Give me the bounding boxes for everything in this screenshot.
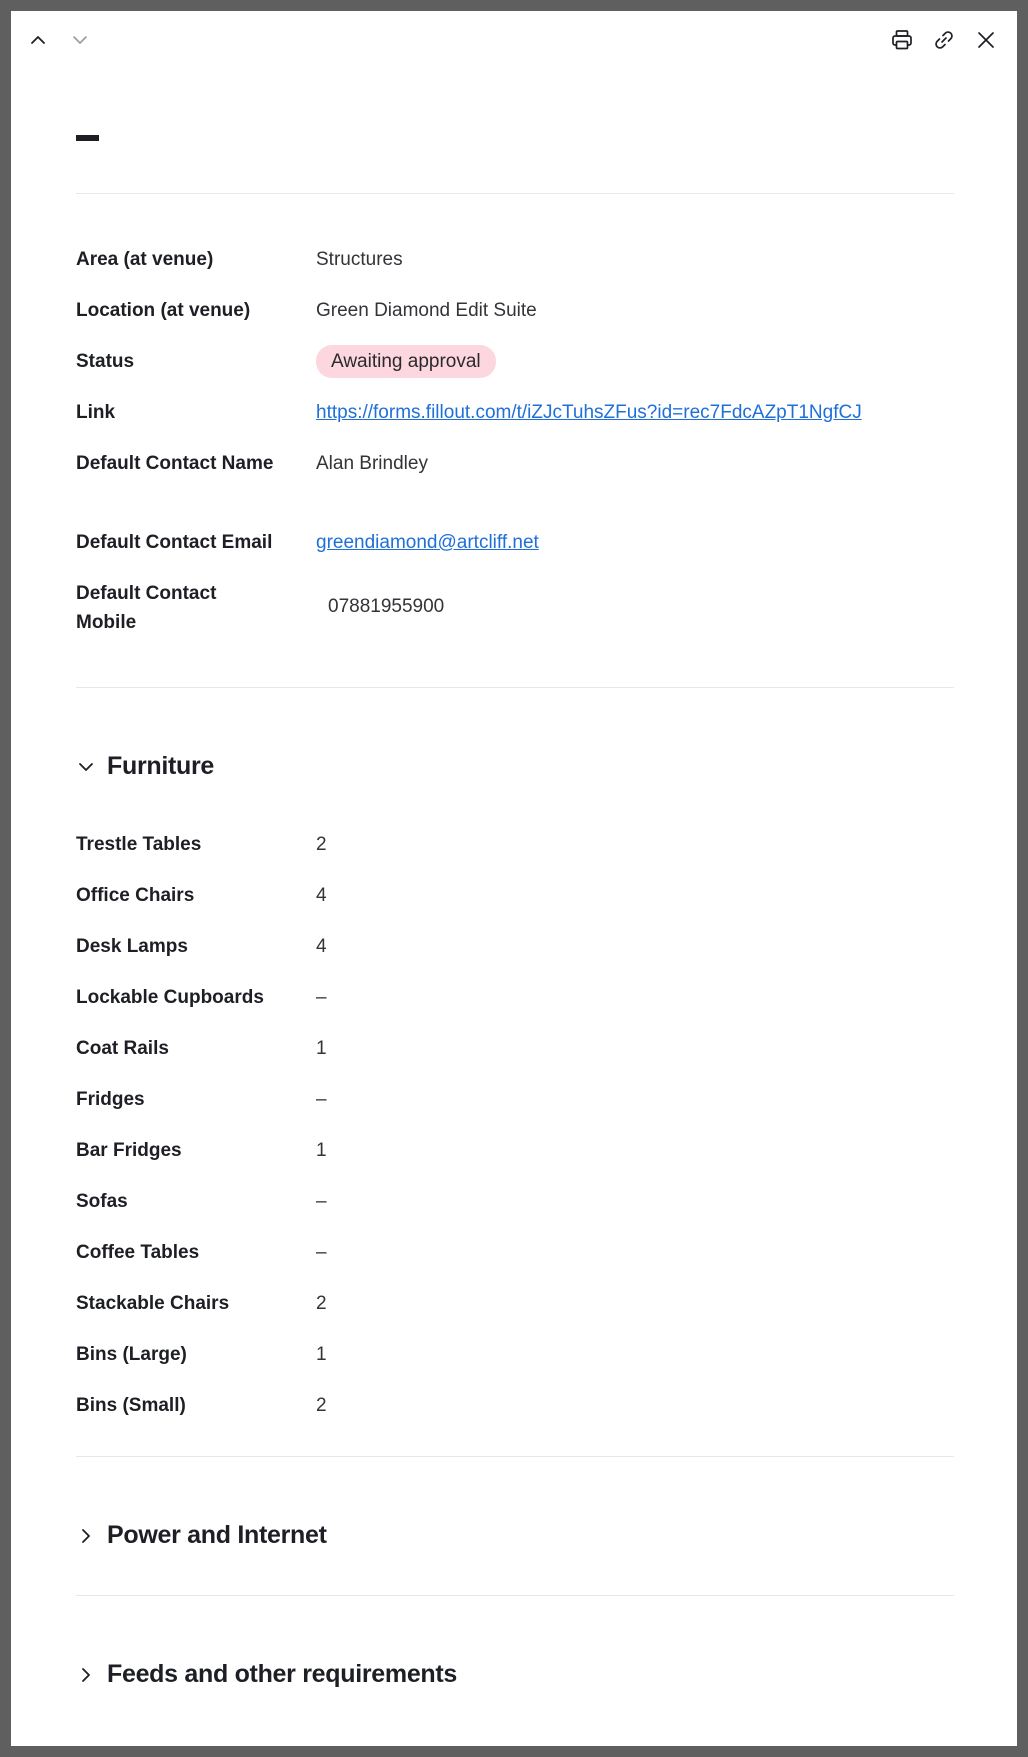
phone-value[interactable]: 07881955900 (328, 596, 445, 617)
field-contact-email (76, 528, 954, 557)
chevron-right-icon (76, 1526, 96, 1546)
item-value[interactable]: – (316, 1089, 327, 1110)
divider (76, 1456, 954, 1457)
furniture-item-row (76, 932, 954, 961)
item-value[interactable]: 2 (316, 834, 327, 855)
record-title-placeholder (76, 135, 99, 141)
furniture-item-row (76, 983, 954, 1012)
furniture-item-row (76, 1289, 954, 1318)
copy-link-button[interactable] (927, 23, 961, 57)
print-button[interactable] (885, 23, 919, 57)
field-label: Location (at venue) (76, 300, 251, 321)
record-detail-modal (11, 11, 1017, 1746)
field-label: Status (76, 351, 135, 372)
item-value[interactable]: – (316, 1191, 327, 1212)
furniture-item-row (76, 881, 954, 910)
field-label: Link (76, 402, 116, 423)
item-label: Coat Rails (76, 1038, 169, 1059)
item-value[interactable]: 4 (316, 936, 327, 957)
divider (76, 1595, 954, 1596)
item-value[interactable]: 2 (316, 1293, 327, 1314)
item-value[interactable]: – (316, 1242, 327, 1263)
furniture-item-row (76, 1085, 954, 1114)
status-badge[interactable]: Awaiting approval (316, 345, 496, 378)
modal-toolbar (11, 11, 1017, 69)
section-title: Feeds and other requirements (107, 1660, 458, 1688)
item-value[interactable]: 4 (316, 885, 327, 906)
divider (76, 193, 954, 194)
item-label: Bins (Small) (76, 1395, 186, 1416)
field-label: Default Contact Email (76, 532, 273, 553)
field-contact-mobile (76, 579, 954, 637)
item-label: Lockable Cupboards (76, 987, 264, 1008)
chevron-right-icon (76, 1665, 96, 1685)
section-title: Power and Internet (107, 1521, 327, 1549)
item-label: Bins (Large) (76, 1344, 187, 1365)
item-label: Fridges (76, 1089, 145, 1110)
item-value[interactable]: 2 (316, 1395, 327, 1416)
chevron-up-icon (29, 31, 47, 49)
previous-record-button[interactable] (21, 23, 55, 57)
furniture-item-row (76, 1391, 954, 1420)
divider (76, 687, 954, 688)
item-label: Trestle Tables (76, 834, 202, 855)
chevron-down-icon (71, 31, 89, 49)
field-value[interactable]: Alan Brindley (316, 453, 428, 474)
furniture-item-row (76, 1136, 954, 1165)
field-status (76, 347, 954, 380)
item-value[interactable]: 1 (316, 1140, 327, 1161)
furniture-item-row (76, 1340, 954, 1369)
field-label: Default Contact Name (76, 453, 274, 474)
field-value[interactable]: Green Diamond Edit Suite (316, 300, 537, 321)
item-label: Bar Fridges (76, 1140, 182, 1161)
item-value[interactable]: 1 (316, 1038, 327, 1059)
field-area (76, 245, 954, 274)
item-label: Office Chairs (76, 885, 195, 906)
item-label: Stackable Chairs (76, 1293, 230, 1314)
next-record-button[interactable] (63, 23, 97, 57)
field-location (76, 296, 954, 325)
chevron-down-icon (76, 757, 96, 777)
furniture-item-row (76, 1187, 954, 1216)
item-label: Sofas (76, 1191, 128, 1212)
field-contact-name (76, 449, 954, 507)
field-value[interactable]: Structures (316, 249, 403, 270)
furniture-item-row (76, 1034, 954, 1063)
furniture-item-row (76, 830, 954, 859)
email-link[interactable]: greendiamond@artcliff.net (316, 532, 539, 553)
section-title: Furniture (107, 752, 215, 780)
item-value[interactable]: 1 (316, 1344, 327, 1365)
link-icon (932, 28, 956, 52)
section-header-feeds[interactable] (76, 1655, 954, 1695)
item-label: Desk Lamps (76, 936, 188, 957)
close-button[interactable] (969, 23, 1003, 57)
section-header-power-internet[interactable] (76, 1516, 954, 1556)
printer-icon (890, 28, 914, 52)
field-link (76, 398, 954, 427)
item-label: Coffee Tables (76, 1242, 200, 1263)
item-value[interactable]: – (316, 987, 327, 1008)
field-label: Area (at venue) (76, 249, 214, 270)
form-link[interactable]: https://forms.fillout.com/t/iZJcTuhsZFus?id=rec7FdcAZpT1NgfCJ (316, 402, 862, 423)
close-icon (976, 30, 996, 50)
furniture-item-row (76, 1238, 954, 1267)
section-header-furniture[interactable] (76, 747, 954, 787)
field-label: Default Contact Mobile (76, 583, 217, 633)
